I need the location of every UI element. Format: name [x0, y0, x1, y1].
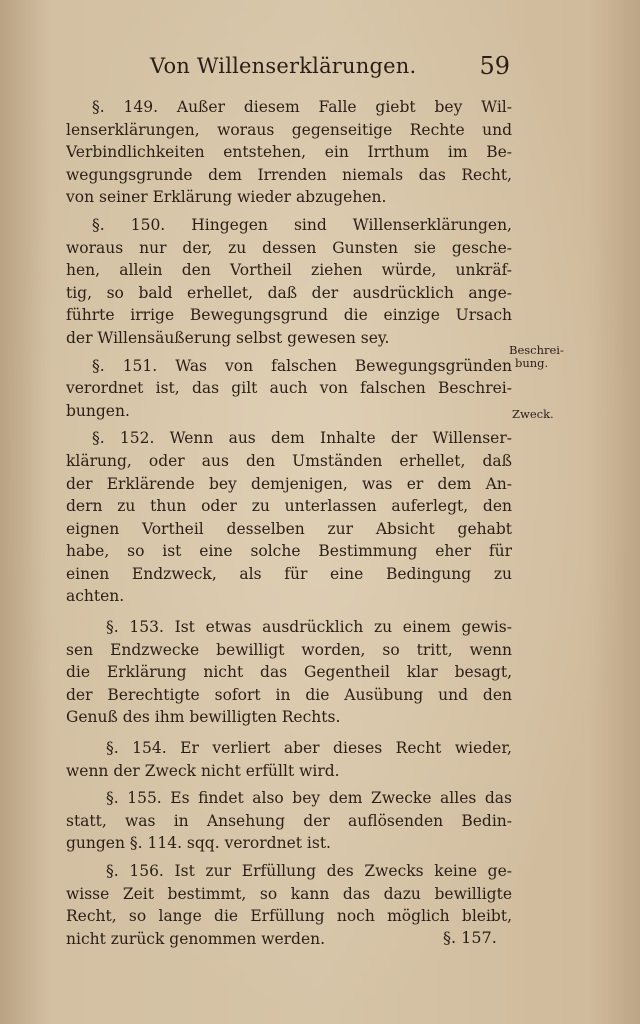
text-line: §. 155. Es findet also bey dem Zwecke alles das [106, 789, 512, 808]
text-line: §. 149. Außer diesem Falle giebt bey Wil- [92, 98, 512, 116]
margin-note-line: bung. [515, 356, 549, 370]
margin-note-zweck: Zweck. [512, 407, 554, 421]
body-text [66, 96, 512, 955]
paragraph-151 [66, 355, 512, 423]
text-line: §. 152. Wenn aus dem Inhalte der Willenser- [92, 429, 512, 448]
text-line: verordnet ist, das gilt auch von falschen Beschrei- [66, 379, 512, 398]
text-line: einen Endzweck, als für eine Bedingung zu [66, 564, 512, 583]
text-line: von seiner Erklärung wieder abzugehen. [66, 188, 387, 207]
text-line: dern zu thun oder zu unterlassen auferlegt, den [66, 497, 512, 516]
text-line: §. 153. Ist etwas ausdrücklich zu einem gewis- [106, 618, 512, 637]
paragraph-150 [66, 214, 512, 350]
text-line: eignen Vortheil desselben zur Absicht gehabt [66, 519, 512, 538]
paragraph-153 [66, 616, 512, 729]
paragraph-154 [66, 737, 512, 782]
text-line: tig, so bald erhellet, daß der ausdrücklich ange- [66, 283, 512, 302]
text-line: wenn der Zweck nicht erfüllt wird. [66, 761, 340, 780]
text-line: habe, so ist eine solche Bestimmung eher für [66, 542, 512, 561]
text-line: §. 151. Was von falschen Bewegungsgründen [92, 356, 512, 375]
text-line: woraus nur der, zu dessen Gunsten sie gesche- [66, 238, 512, 257]
paragraph-155 [66, 787, 512, 855]
text-line: der Erklärende bey demjenigen, was er dem An- [66, 474, 512, 493]
text-line: Genuß des ihm bewilligten Rechts. [66, 708, 341, 727]
text-line: §. 154. Er verliert aber dieses Recht wieder, [106, 739, 512, 758]
text-line: §. 150. Hingegen sind Willenserklärungen, [92, 215, 512, 234]
margin-note-beschreibung [509, 344, 564, 370]
text-line: der Willensäußerung selbst gewesen sey. [66, 328, 390, 347]
paragraph-152 [66, 427, 512, 608]
page-header [150, 50, 510, 84]
running-title: Von Willenserklärungen. [150, 54, 417, 78]
text-line: klärung, oder aus den Umständen erhellet, daß [66, 451, 512, 470]
page-number: 59 [479, 52, 510, 80]
text-line: hen, allein den Vortheil ziehen würde, unkräf- [66, 261, 512, 280]
text-line: führte irrige Bewegungsgrund die einzige Ursach [66, 306, 512, 325]
text-line: Recht, so lange die Erfüllung noch möglich bleibt, [66, 907, 512, 926]
text-line: die Erklärung nicht das Gegentheil klar besagt, [66, 663, 512, 682]
margin-note-line: Beschrei- [509, 343, 564, 357]
text-line: sen Endzwecke bewilligt worden, so tritt, wenn [66, 640, 512, 659]
text-line: Verbindlichkeiten entstehen, ein Irrthum im Be- [66, 143, 512, 162]
text-line: der Berechtigte sofort in die Ausübung und den [66, 685, 512, 704]
text-line: nicht zurück genommen werden. [66, 929, 326, 948]
text-line: wegungsgrunde dem Irrenden niemals das Recht, [66, 165, 512, 184]
text-line: statt, was in Ansehung der auflösenden Bedin- [66, 811, 512, 830]
text-line: lenserklärungen, woraus gegenseitige Rechte und [66, 120, 512, 139]
text-line: §. 156. Ist zur Erfüllung des Zwecks keine ge- [106, 862, 512, 880]
text-line: bungen. [66, 401, 130, 420]
text-line: gungen §. 114. sqq. verordnet ist. [66, 834, 331, 853]
paragraph-149 [66, 96, 512, 209]
catchword: §. 157. [443, 928, 497, 947]
text-line: wisse Zeit bestimmt, so kann das dazu bewilligte [66, 884, 512, 903]
text-line: achten. [66, 587, 125, 606]
